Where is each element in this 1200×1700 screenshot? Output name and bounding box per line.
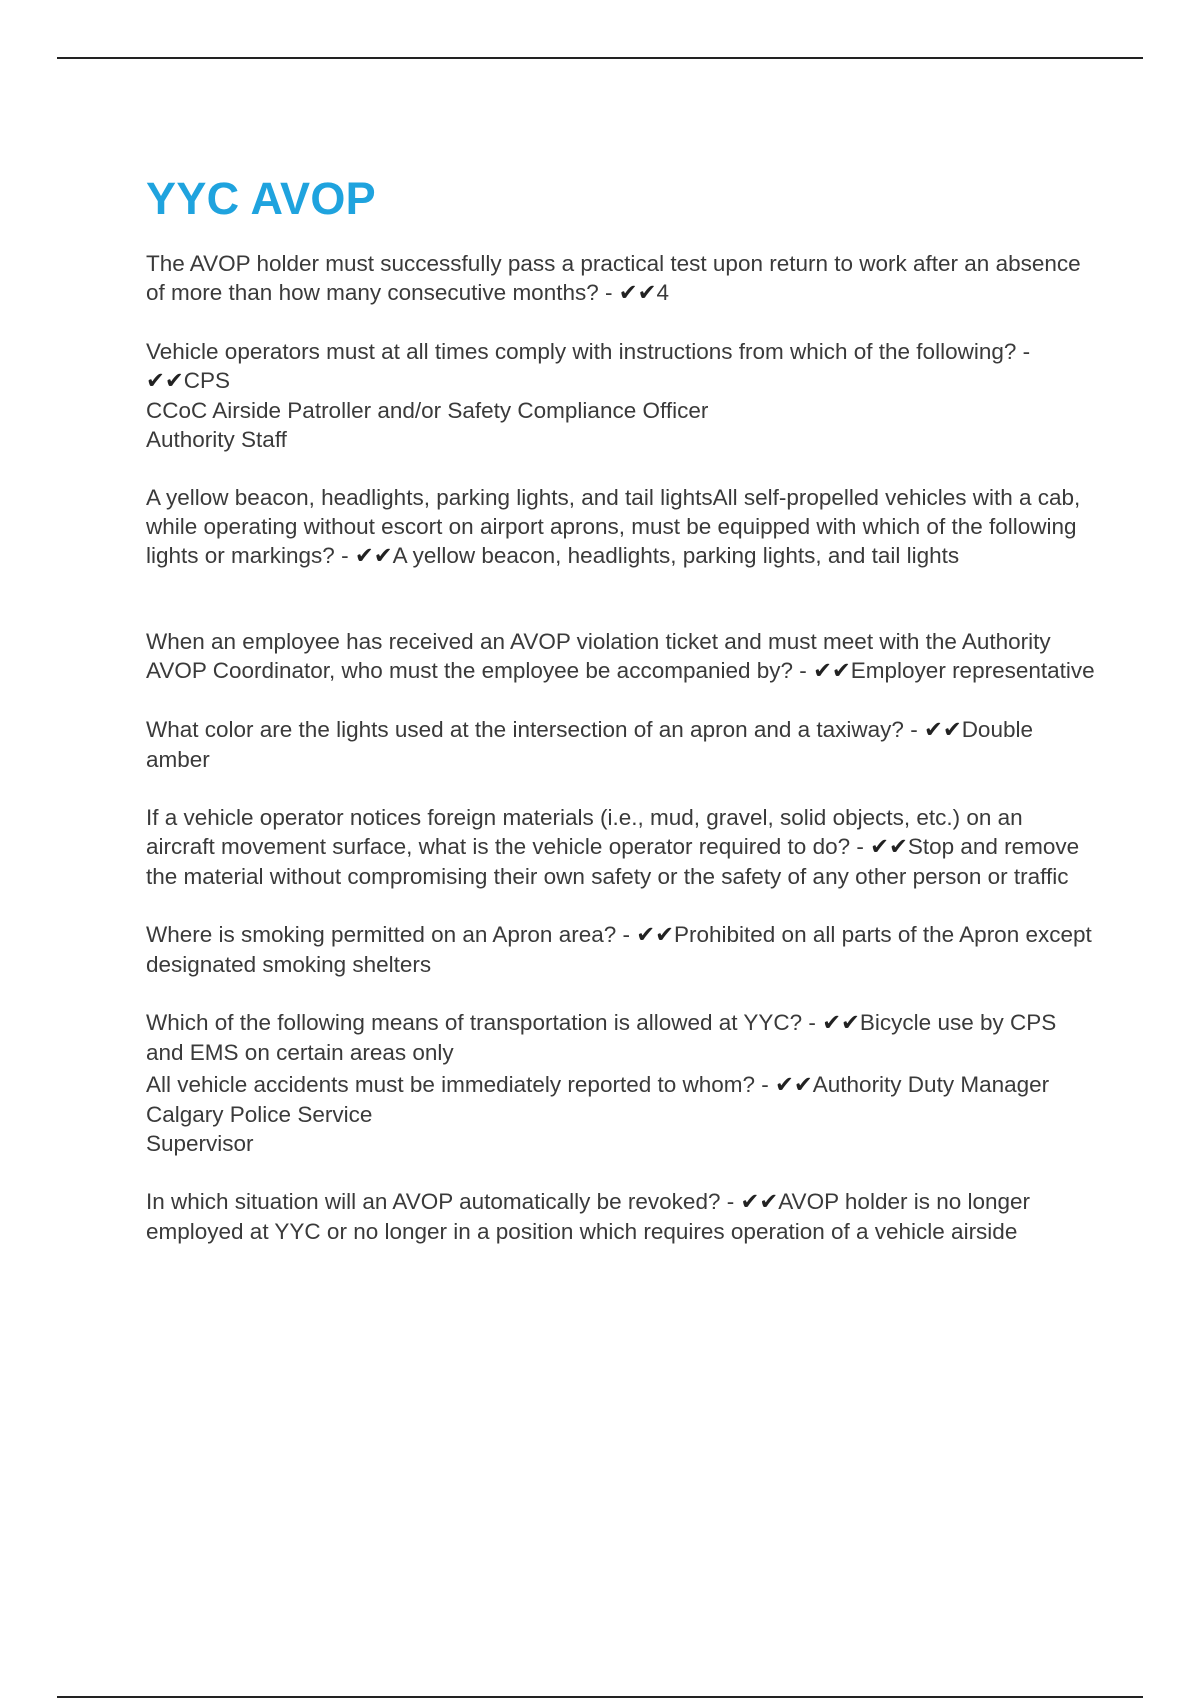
check-icon: ✔✔ <box>822 1010 860 1036</box>
qa-item <box>146 715 1096 774</box>
check-icon: ✔✔ <box>813 658 851 684</box>
answer-text: Bicycle use by CPS and EMS on certain areas only <box>146 1010 1057 1065</box>
qa-item <box>146 1008 1096 1067</box>
check-icon: ✔✔ <box>618 280 657 306</box>
qa-item <box>146 803 1096 891</box>
check-icon: ✔✔ <box>923 717 962 743</box>
question-text: A yellow beacon, headlights, parking lights, and tail lightsAll self-propelled vehicles with a cab, while operating without escort on airport aprons, must be equipped with which of the following lights or markings? - <box>146 485 1081 568</box>
qa-item <box>146 483 1096 571</box>
qa-item <box>146 249 1096 308</box>
question-text: In which situation will an AVOP automatically be revoked? - <box>146 1189 735 1214</box>
question-text: When an employee has received an AVOP violation ticket and must meet with the Authority AVOP Coordinator, who must the employee be accompanied by? - <box>146 629 1051 683</box>
question-text: Where is smoking permitted on an Apron area? - <box>146 922 630 947</box>
question-text: If a vehicle operator notices foreign materials (i.e., mud, gravel, solid objects, etc.) on an aircraft movement surface, what is the vehicle operator required to do? - <box>146 805 1023 859</box>
check-icon: ✔✔ <box>146 368 184 394</box>
bottom-rule <box>57 1696 1143 1698</box>
question-text: All vehicle accidents must be immediately reported to whom? - <box>146 1072 769 1097</box>
answer-text: AVOP holder is no longer employed at YYC or no longer in a position which requires operation of a vehicle airside <box>146 1189 1031 1244</box>
qa-item <box>146 627 1096 686</box>
answer-text: Authority Duty Manager <box>812 1072 1050 1097</box>
qa-item <box>146 337 1096 454</box>
answer-text: A yellow beacon, headlights, parking lights, and tail lights <box>392 543 960 568</box>
answer-text: Calgary Police Service <box>146 1102 373 1127</box>
check-icon: ✔✔ <box>636 922 674 948</box>
answer-text: Employer representative <box>850 658 1095 683</box>
answer-text: Stop and remove the material without compromising their own safety or the safety of any other person or traffic <box>146 834 1080 889</box>
question-text: The AVOP holder must successfully pass a practical test upon return to work after an absence of more than how many consecutive months? - <box>146 251 1081 305</box>
check-icon: ✔✔ <box>775 1072 813 1098</box>
qa-item <box>146 1070 1096 1158</box>
answer-text: CCoC Airside Patroller and/or Safety Compliance Officer <box>146 398 709 423</box>
question-text: What color are the lights used at the intersection of an apron and a taxiway? - <box>146 717 918 742</box>
page-title: YYC AVOP <box>146 173 376 224</box>
check-icon: ✔✔ <box>354 543 393 569</box>
answer-text: Authority Staff <box>146 427 287 452</box>
qa-item <box>146 920 1096 979</box>
answer-text: CPS <box>183 368 230 393</box>
question-text: Which of the following means of transportation is allowed at YYC? - <box>146 1010 816 1035</box>
answer-text: Supervisor <box>146 1131 254 1156</box>
answer-text: 4 <box>656 280 669 305</box>
check-icon: ✔✔ <box>870 834 908 860</box>
qa-item <box>146 1187 1096 1246</box>
check-icon: ✔✔ <box>740 1189 779 1215</box>
question-text: Vehicle operators must at all times comply with instructions from which of the following? - <box>146 339 1031 364</box>
document-body <box>146 172 1096 1246</box>
top-rule <box>57 57 1143 59</box>
answer-text: Prohibited on all parts of the Apron except designated smoking shelters <box>146 922 1092 977</box>
answer-text: Double amber <box>146 717 1033 772</box>
